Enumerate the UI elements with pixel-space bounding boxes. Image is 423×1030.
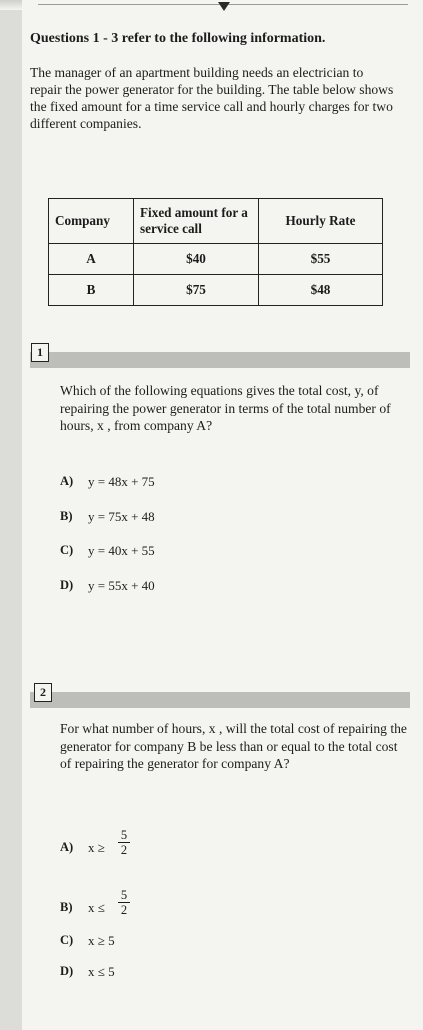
intro-paragraph: The manager of an apartment building needs an electrician to repair the power generator for the building. The table below shows the fixed amount for a time service call and hourly charges for two different companies.: [30, 65, 394, 131]
question-1-bar: [30, 352, 410, 368]
question-1-number: 1: [31, 343, 49, 362]
cell-company: B: [49, 275, 134, 306]
choice-expression: y = 55x + 40: [88, 578, 155, 593]
choice-letter: D): [60, 578, 74, 592]
choice-letter: C): [60, 933, 74, 947]
choice-relation: x ≤: [88, 900, 105, 915]
rates-table: [48, 198, 383, 306]
question-1-text: Which of the following equations gives the total cost, y, of repairing the power generator in terms of the total number of hours, x , from company A?: [60, 383, 391, 433]
question-2-text: For what number of hours, x , will the total cost of repairing the generator for company B be less than or equal to the total cost of repairing the generator for company A?: [60, 721, 407, 771]
choice-expression: y = 48x + 75: [88, 474, 155, 489]
question-2-number: 2: [34, 683, 52, 702]
choice-relation: x ≥: [88, 840, 105, 855]
fraction-denominator: 2: [120, 903, 128, 917]
cell-hourly: $48: [259, 275, 383, 306]
section-heading: Questions 1 - 3 refer to the following information.: [30, 31, 326, 46]
fraction-denominator: 2: [120, 843, 128, 857]
choice-letter: A): [60, 840, 74, 854]
cell-company: A: [49, 244, 134, 275]
choice-letter: B): [60, 900, 73, 914]
table-header-row: [49, 199, 383, 244]
table-row: [49, 275, 383, 306]
table-row: [49, 244, 383, 275]
header-hourly-rate: Hourly Rate: [259, 199, 383, 244]
fraction-numerator: 5: [118, 888, 130, 903]
header-fixed-amount: Fixed amount for a service call: [134, 199, 259, 244]
cell-fixed: $75: [134, 275, 259, 306]
fraction: [118, 888, 130, 918]
choice-expression: y = 40x + 55: [88, 543, 155, 558]
header-company: Company: [49, 199, 134, 244]
choice-expression: x ≥ 5: [88, 933, 115, 948]
marker-triangle-icon: [218, 2, 230, 11]
choice-letter: C): [60, 543, 74, 557]
choice-letter: B): [60, 509, 73, 523]
choice-expression: y = 75x + 48: [88, 509, 155, 524]
cell-hourly: $55: [259, 244, 383, 275]
choice-letter: A): [60, 474, 74, 488]
fraction-numerator: 5: [118, 828, 130, 843]
choice-letter: D): [60, 964, 74, 978]
cell-fixed: $40: [134, 244, 259, 275]
question-2-bar: [30, 692, 410, 708]
choice-expression: x ≤ 5: [88, 964, 115, 979]
fraction: [118, 828, 130, 858]
